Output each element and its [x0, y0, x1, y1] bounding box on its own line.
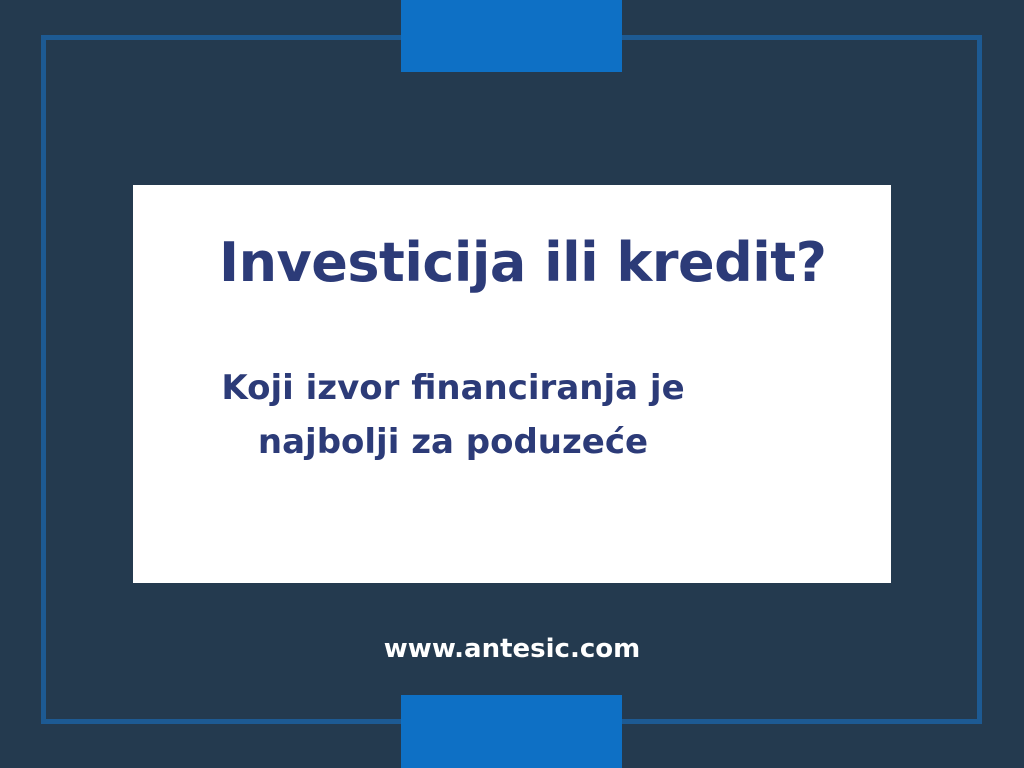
subtitle: Koji izvor financiranja je najbolji za poduzeće [221, 368, 685, 462]
bottom-accent-block [401, 695, 622, 768]
title-card [133, 185, 891, 583]
website-link[interactable]: www.antesic.com [383, 634, 641, 664]
page-title: Investicija ili kredit? [219, 231, 827, 294]
top-accent-block [401, 0, 622, 72]
